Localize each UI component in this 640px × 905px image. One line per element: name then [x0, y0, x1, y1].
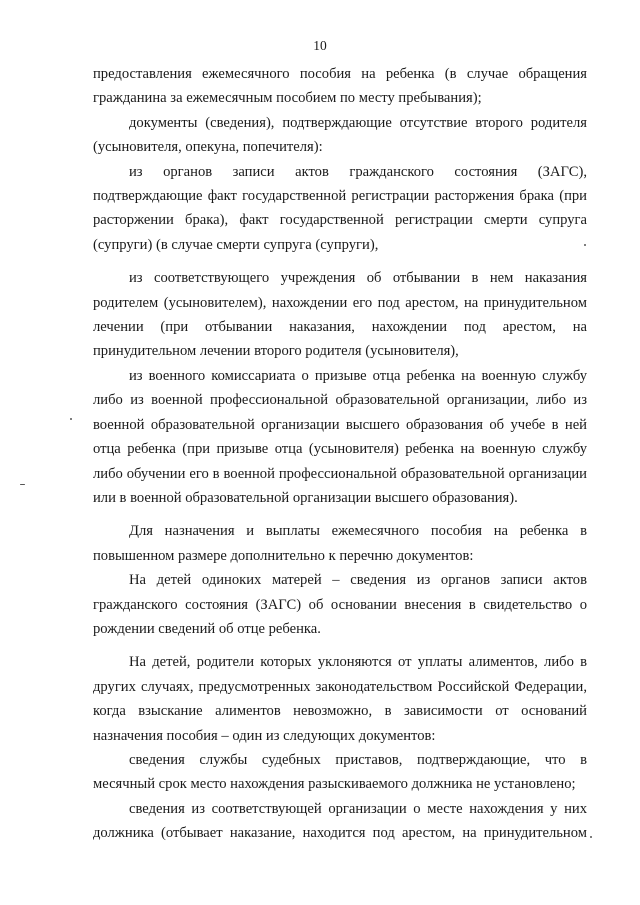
- paragraph: На детей одиноких матерей – сведения из органов записи актов гражданского состояния (ЗАГС) об основании внесения в свидетельство о рождении сведений об отце ребенка.: [93, 572, 587, 637]
- paragraph: из военного комиссариата о призыве отца ребенка на военную службу либо из военной профессиональной образовательной организации, либо из военной образовательной организации высшего образования об учебе в ней отца ребенка (при призыве отца (усыновителя) ребенка на военную службу либо обучении его в военной профессиональной образовательной организации или в военной образовательной организации высшего образования).: [93, 367, 587, 506]
- paragraph: из органов записи актов гражданского состояния (ЗАГС), подтверждающие факт государственной регистрации расторжения брака (при расторжении брака), факт государственной регистрации смерти супруга (супруги) (в случае смерти супруга (супруги),: [93, 163, 587, 253]
- scan-speck: [584, 244, 586, 246]
- scan-speck: [70, 418, 72, 420]
- paragraph: На детей, родители которых уклоняются от уплаты алиментов, либо в других случаях, предусмотренных законодательством Российской Федерации, когда взыскание алиментов невозможно, в зависимости от оснований назначения пособия – один из следующих документов:: [93, 654, 587, 744]
- paragraph: предоставления ежемесячного пособия на ребенка (в случае обращения гражданина за ежемесячным пособием по месту пребывания);: [93, 66, 587, 107]
- scan-speck: [20, 484, 25, 485]
- scan-speck: [590, 836, 592, 838]
- paragraph: сведения службы судебных приставов, подтверждающие, что в месячный срок место нахождения разыскиваемого должника не установлено;: [93, 751, 587, 793]
- paragraph: Для назначения и выплаты ежемесячного пособия на ребенка в повышенном размере дополнительно к перечню документов:: [93, 523, 587, 564]
- paragraph: из соответствующего учреждения об отбывании в нем наказания родителем (усыновителем), нахождении его под арестом, на принудительном лечении (при отбывании наказания, нахождении под арестом, на принудительном лечении второго родителя (усыновителя),: [93, 270, 587, 360]
- paragraph: сведения из соответствующей организации о месте нахождения у них должника (отбывает наказание, находится под арестом, на принудительном: [93, 800, 587, 842]
- page-number: 10: [313, 38, 327, 53]
- document-body: [93, 62, 587, 846]
- paragraph: документы (сведения), подтверждающие отсутствие второго родителя (усыновителя, опекуна, попечителя):: [93, 114, 587, 156]
